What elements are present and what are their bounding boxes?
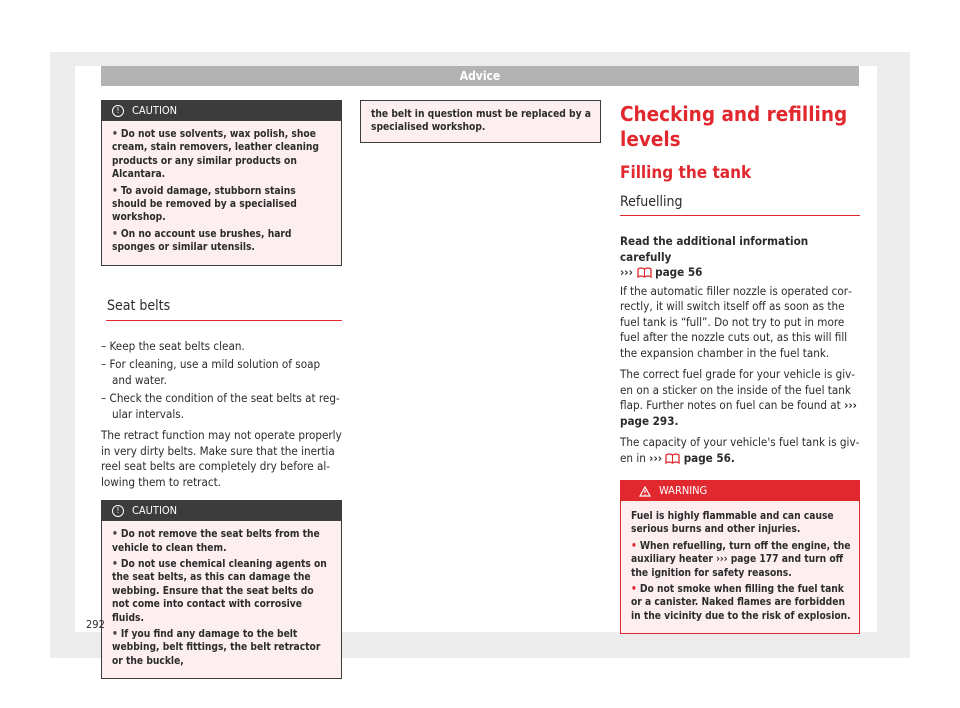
subtitle-filling-tank: Filling the tank: [620, 163, 752, 183]
warning-item-text: Do not smoke when filling the fuel tank or a canister. Naked flames are forbidden in the vicinity due to the risk of explosion.: [631, 584, 851, 622]
caution-item: [112, 128, 333, 182]
caution-item: [112, 228, 333, 255]
column-left: [101, 100, 342, 679]
warning-box-fuel: [620, 480, 860, 634]
caution-item: [112, 185, 333, 225]
capacity-text: The capacity of your vehicle's fuel tank is given in: [620, 435, 860, 465]
warning-label: WARNING: [659, 484, 708, 497]
caution-label: CAUTION: [132, 104, 178, 117]
section-title-seat-belts: [106, 298, 342, 321]
seat-belt-list: [101, 339, 342, 423]
list-item-text: For cleaning, use a mild solution of soap and water.: [109, 357, 321, 387]
column-middle: [360, 100, 601, 143]
chapter-header: Advice: [101, 66, 859, 86]
link-arrows-icon: ›››: [620, 265, 633, 279]
list-item: – Keep the seat belts clean.: [101, 338, 245, 353]
caution-item-text: To avoid damage, stubborn stains should be removed by a specialised workshop.: [112, 185, 297, 224]
caution-icon: !: [112, 105, 124, 117]
caution-item-text: On no account use brushes, hard sponges or similar utensils.: [112, 228, 292, 254]
bullet-icon: •: [112, 129, 118, 140]
caution-body: [102, 521, 341, 678]
caution-label: CAUTION: [132, 504, 178, 518]
caution-box-seat-belts: [101, 500, 342, 679]
read-info-line: [620, 234, 860, 281]
warning-triangle-icon: [639, 486, 651, 497]
list-item: – For cleaning, use a mild solution of soap and water.: [101, 357, 321, 387]
caution-item-text: Do not remove the seat belts from the vehicle to clean them.: [112, 529, 320, 554]
bullet-icon: •: [112, 228, 118, 240]
book-icon: [637, 267, 652, 278]
bullet-icon: •: [112, 558, 118, 570]
warning-header: [621, 481, 859, 501]
read-info-text: Read the additional information carefully: [620, 234, 809, 264]
paragraph-capacity: The capacity of your vehicle's fuel tank is given in ››› page 56.: [620, 435, 860, 465]
list-item-text: Keep the seat belts clean.: [109, 338, 245, 353]
warning-item: Fuel is highly flammable and can cause serious burns and other injuries.: [631, 511, 834, 536]
page-ref-link[interactable]: page 56: [683, 450, 731, 465]
page-ref-link[interactable]: page 293: [620, 413, 675, 428]
list-item: – Check the condition of the seat belts at regular intervals.: [101, 391, 340, 421]
warning-item-text: and turn off the ignition for safety reasons.: [631, 554, 844, 579]
caution-box-continuation: [360, 100, 601, 143]
page-number: 292: [86, 618, 105, 631]
retract-paragraph: The retract function may not operate properly in very dirty belts. Make sure that the inertia reel seat belts are completely dry before allowing them to retract.: [101, 428, 342, 489]
paragraph-fuel-grade: The correct fuel grade for your vehicle is given on a sticker on the inside of the fuel tank flap. Further notes on fuel can be found at ››› page 293.: [620, 367, 857, 428]
caution-body: [102, 121, 341, 265]
section-title-text: Seat belts: [107, 297, 171, 314]
column-right: [620, 102, 860, 634]
caution-continuation-text: the belt in question must be replaced by a specialised workshop.: [371, 109, 591, 134]
bullet-icon: •: [112, 629, 118, 640]
link-arrows-icon: ›››: [844, 398, 857, 412]
paragraph-nozzle: If the automatic filler nozzle is operated correctly, it will switch itself off as soon as the fuel tank is “full”. Do not try to put in more fuel after the nozzle cuts out, as this will fill the expansion chamber in the fuel tank.: [620, 283, 852, 360]
subsubtitle-refuelling: Refuelling: [620, 194, 860, 216]
bullet-icon: •: [112, 529, 118, 541]
list-item-text: Check the condition of the seat belts at regular intervals.: [109, 391, 340, 421]
warning-item: [631, 583, 851, 623]
caution-item-text: Do not use solvents, wax polish, shoe cream, stain removers, leather cleaning products or any similar products on Alcantara.: [112, 129, 319, 181]
warning-item-text: When refuelling, turn off the engine, the auxiliary heater: [631, 540, 851, 566]
page-title: Checking and refilling levels: [620, 102, 848, 151]
warning-item: [631, 540, 851, 580]
page-ref-link[interactable]: page 56: [655, 265, 703, 279]
caution-item-text: Do not use chemical cleaning agents on the seat belts, as this can damage the webbing. Ensure that the seat belts do not come into contact with corrosive fluids.: [112, 558, 327, 624]
fuel-grade-text: The correct fuel grade for your vehicle is given on a sticker on the inside of the fuel tank flap. Further notes on fuel can be found at: [620, 367, 856, 412]
book-icon: [665, 453, 680, 464]
bullet-icon: •: [631, 540, 637, 552]
link-arrows-icon: ›››: [649, 450, 663, 465]
caution-item: [112, 628, 333, 668]
page-ref-link[interactable]: page 177: [730, 554, 779, 566]
bullet-icon: •: [112, 185, 118, 197]
caution-icon: !: [112, 505, 124, 517]
caution-item: [112, 528, 333, 555]
caution-item-text: If you find any damage to the belt webbing, belt fittings, the belt retractor or the buckle,: [112, 629, 321, 667]
caution-box-upholstery: [101, 100, 342, 266]
warning-body: [621, 501, 859, 633]
caution-header: [102, 101, 341, 121]
link-arrows-icon: ›››: [716, 554, 728, 566]
caution-item: [112, 558, 333, 625]
caution-header: [102, 501, 341, 521]
bullet-icon: •: [631, 584, 637, 596]
